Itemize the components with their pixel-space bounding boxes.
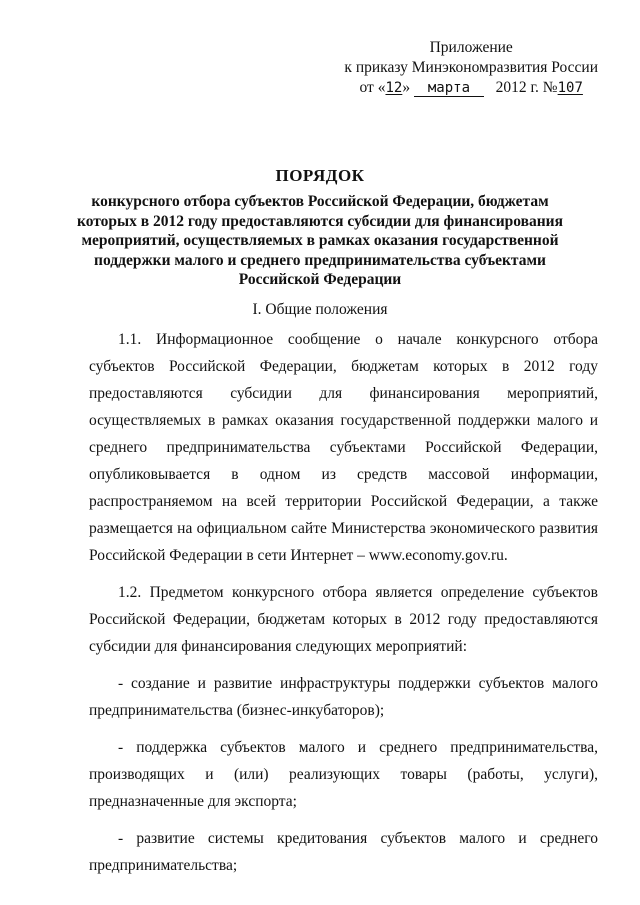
document-title: ПОРЯДОК bbox=[275, 166, 365, 185]
handwritten-order-number: 107 bbox=[557, 80, 583, 96]
section-heading: I. Общие положения bbox=[252, 301, 388, 318]
paragraph-1-1: 1.1. Информационное сообщение о начале конкурсного отбора субъектов Российской Федерации, бюджетам которых в 2012 году предоставляются субсидии для финансирования мероприятий, осуществляемых в рамках оказания государственной поддержки малого и среднего предпринимательства субъектами Российской Федерации, опубликовывается в одном из средств массовой информации, распространяемом на всей территории Российской Федерации, а также размещается на официальном сайте Министерства экономического развития Российской Федерации в сети Интернет – www.economy.gov.ru. bbox=[89, 331, 598, 564]
list-item-incubators: - создание и развитие инфраструктуры поддержки субъектов малого предпринимательства (бизнес-инкубаторов); bbox=[89, 675, 598, 719]
document-body bbox=[89, 326, 598, 889]
appendix-label: Приложение bbox=[429, 39, 513, 56]
date-prefix: от « bbox=[359, 79, 386, 96]
document-subtitle: конкурсного отбора субъектов Российской Федерации, бюджетам которых в 2012 году предоставляются субсидии для финансирования мероприятий, осуществляемых в рамках оказания государственной поддержки малого и среднего предпринимательства субъектами Российской Федерации bbox=[77, 193, 563, 288]
handwritten-day: 12 bbox=[385, 80, 403, 96]
paragraph-1-2: 1.2. Предметом конкурсного отбора является определение субъектов Российской Федерации, бюджетам которых в 2012 году предоставляются субсидии для финансирования следующих мероприятий: bbox=[89, 584, 598, 655]
date-mid: » bbox=[402, 79, 411, 96]
order-reference: к приказу Минэкономразвития России bbox=[344, 59, 598, 76]
list-item-export: - поддержка субъектов малого и среднего предпринимательства, производящих и (или) реализующих товары (работы, услуги), предназначенные для экспорта; bbox=[89, 739, 598, 810]
year-text: 2012 г. № bbox=[495, 79, 558, 96]
list-item-credit: - развитие системы кредитования субъектов малого и среднего предпринимательства; bbox=[89, 830, 598, 874]
handwritten-month: марта bbox=[414, 80, 484, 97]
order-date-line bbox=[344, 78, 598, 98]
appendix-header bbox=[344, 38, 598, 98]
